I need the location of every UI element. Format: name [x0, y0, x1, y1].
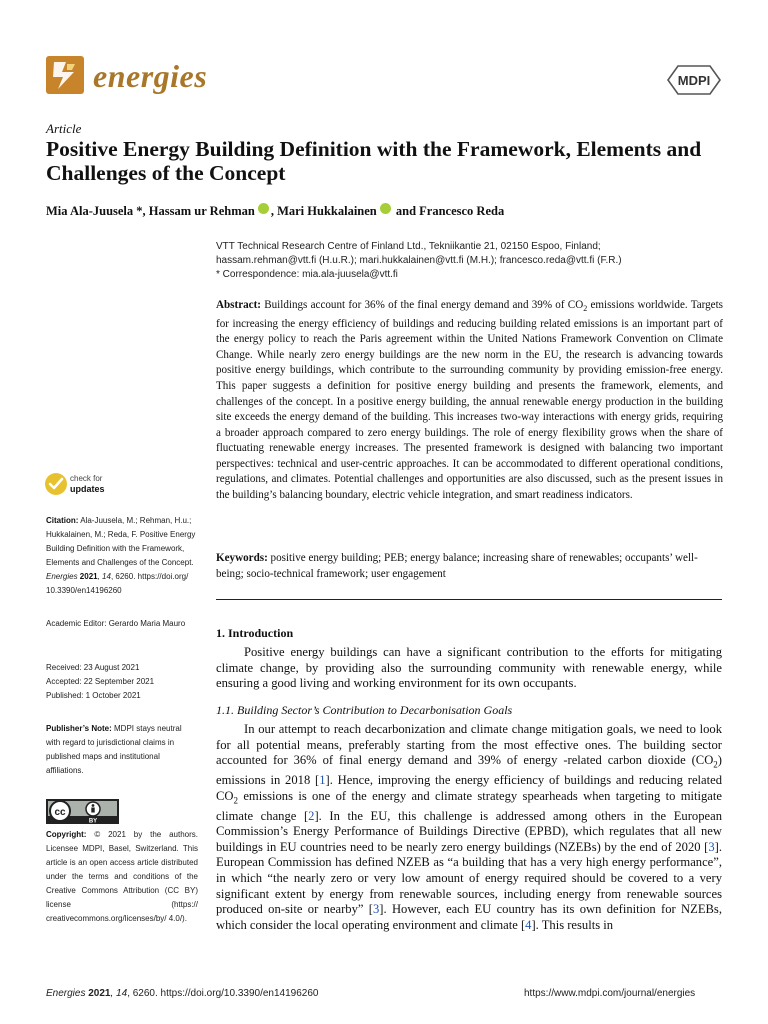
section-heading-introduction: 1. Introduction [216, 626, 294, 640]
publishers-note-label: Publisher’s Note: [46, 724, 112, 733]
footer-journal: Energies [46, 988, 86, 999]
co2-subscript: 2 [713, 759, 718, 770]
orcid-icon[interactable] [380, 203, 391, 214]
journal-logo [46, 56, 84, 94]
citation-year: 2021 [77, 572, 98, 581]
intro-paragraph-text: Positive energy buildings can have a significant contribution to the efforts for mitigating climate change, by providing also the surrounding community with renewable energy, while ensuring a good living and working environment for its own occupants. [216, 645, 722, 691]
check-for-updates-button[interactable] [45, 473, 125, 497]
footer-year: 2021 [85, 988, 111, 999]
footer-journal-url[interactable]: https://www.mdpi.com/journal/energies [524, 988, 696, 999]
keywords-label: Keywords: [216, 552, 268, 564]
para-text: emissions is one of the energy and climate strategy spearheads when targeting to mitigate climate change [ [216, 788, 722, 823]
journal-name[interactable]: energies [93, 58, 208, 94]
citation-volume: , 14 [97, 572, 111, 581]
orcid-icon[interactable] [258, 203, 269, 214]
abstract-text-2: emissions worldwide. Targets for increasing the energy efficiency of buildings and reducing building related emissions is an important part of the energy policy to reach the Paris agreement within the United Nations Framework Convention on Climate Change. While nearly zero energy buildings are the new norm in the EU, the research is advancing towards positive energy buildings, which contribute to the surrounding community by providing emission-free energy. This paper suggests a definition for positive energy building and presents the framework, elements, and challenges of the concept. In a positive energy building, the annual renewable energy production in the building site exceeds the energy demand of the building. This increases two-way interactions with energy grids, requiring a broader approach compared to zero energy buildings. The role of energy flexibility grows when the share of fluctuating renewable energy increases. The presented framework is designed with balancing two important perspectives: technical and user-centric approaches. It can be accommodated to different operational conditions, regulations, and climates. Potential challenges and opportunities are also discussed, such as the present issues in the building’s balancing boundary, electric vehicle integration, and smart readiness indicators. [216, 299, 723, 501]
check-updates-line1: check for [70, 474, 103, 483]
check-updates-line2: updates [70, 484, 105, 494]
article-type: Article [46, 121, 82, 136]
intro-paragraph [216, 645, 722, 692]
co2-subscript: 2 [233, 795, 238, 806]
date-accepted: Accepted: 22 September 2021 [46, 677, 155, 686]
author-name[interactable]: Francesco Reda [419, 204, 505, 218]
citation-journal: Energies [46, 572, 78, 581]
citation-text: Ala-Juusela, M.; Rehman, H.u.; Hukkalainen, M.; Reda, F. Positive Energy Building Definition with the Framework, Elements and Challenges of the Concept. [46, 516, 196, 567]
date-received: Received: 23 August 2021 [46, 663, 140, 672]
by-text: BY [88, 818, 98, 824]
footer-citation [46, 988, 318, 999]
affiliation-line: VTT Technical Research Centre of Finland Ltd., Tekniikantie 21, 02150 Espoo, Finland; [216, 241, 601, 252]
article-title: Positive Energy Building Definition with the Framework, Elements and Challenges of the Concept [46, 137, 702, 185]
affiliation-emails: hassam.rehman@vtt.fi (H.u.R.); mari.hukkalainen@vtt.fi (M.H.); francesco.reda@vtt.fi (F.R.) [216, 255, 622, 266]
author-separator: , [270, 204, 278, 218]
copyright-text: © 2021 by the authors. Licensee MDPI, Basel, Switzerland. This article is an open access article distributed under the terms and conditions of the Creative Commons Attribution (CC BY) license (https:// creativecommons.org/licenses/by/ 4.0/). [46, 830, 198, 923]
date-published: Published: 1 October 2021 [46, 691, 141, 700]
citation-link-2[interactable]: 2 [308, 808, 315, 823]
academic-editor: Academic Editor: Gerardo Maria Mauro [46, 619, 186, 628]
publishers-note [46, 722, 198, 778]
abstract-subscript: 2 [583, 304, 588, 314]
cc-icon-text: cc [54, 807, 66, 818]
keywords-text: positive energy building; PEB; energy balance; increasing share of renewables; occupants’ well-being; socio-technical framework; user engagement [216, 552, 698, 580]
subsection-heading: 1.1. Building Sector’s Contribution to Decarbonisation Goals [216, 703, 513, 717]
author-name[interactable]: Mari Hukkalainen [277, 204, 377, 218]
citation-link-1[interactable]: 1 [319, 773, 326, 788]
footer-doi[interactable]: , 6260. https://doi.org/10.3390/en14196260 [127, 988, 319, 999]
keywords [216, 551, 723, 582]
mdpi-logo-text: MDPI [677, 73, 711, 88]
section-divider [216, 599, 722, 600]
lightning-icon [46, 56, 84, 94]
subsection-paragraph [216, 722, 722, 933]
para-text: ]. In the EU, this challenge is addressed among others in the European Commission’s Energy Performance of Buildings Directive (EPBD), which regulates that all new buildings in EU countries need to be nearly zero energy buildings (NZEBs) by the end of 2020 [ [216, 808, 722, 854]
check-updates-icon [45, 473, 67, 495]
check-updates-label [70, 474, 105, 495]
author-separator: and [392, 204, 420, 218]
abstract [216, 298, 723, 503]
para-text: ]. This results in [531, 917, 614, 932]
citation-link-4[interactable]: 4 [525, 917, 532, 932]
date-block [46, 661, 198, 703]
abstract-label: Abstract: [216, 299, 261, 311]
author-name[interactable]: Mia Ala-Juusela * [46, 204, 143, 218]
publishers-note-text: MDPI stays neutral with regard to jurisdictional claims in published maps and institutional affiliations. [46, 724, 182, 775]
mdpi-logo[interactable] [666, 64, 722, 96]
para-text: ]. However, each EU country has its own definition for NZEBs, which consider the local operating environment and climate [ [216, 902, 722, 932]
author-list [46, 203, 504, 219]
author-separator: , [142, 204, 149, 218]
citation-link-3[interactable]: 3 [708, 839, 715, 854]
citation-doi[interactable]: , 6260. https://doi.org/ 10.3390/en14196260 [46, 572, 189, 595]
para-text: ]. Hence, improving the energy efficiency of buildings and reducing related CO [216, 773, 723, 803]
para-text: ) emissions in 2018 [ [216, 753, 722, 788]
citation-block [46, 514, 198, 598]
para-text: In our attempt to reach decarbonization and climate change mitigation goals, we need to look for all potential means, preferably starting from the most effective ones. The building sector accounted for 36% of final energy demand and 39% of energy -related carbon dioxide (CO [216, 722, 722, 768]
abstract-text-1: Buildings account for 36% of the final energy demand and 39% of CO [260, 299, 584, 311]
copyright-block [46, 828, 198, 926]
author-name[interactable]: Hassam ur Rehman [148, 204, 255, 218]
citation-label: Citation: [46, 516, 79, 525]
citation-link-3b[interactable]: 3 [372, 902, 380, 917]
footer-volume: , 14 [110, 988, 128, 999]
para-text: ]. European Commission has defined NZEB as “a building that has a very high energy performance”, in which “the nearly zero or very low amount of energy required should be covered to a very significant extent by energy from renewable sources, including energy from renewable sources produced on-site or nearby” [ [216, 839, 722, 917]
cc-by-license-badge[interactable] [46, 799, 119, 824]
correspondence-line: * Correspondence: mia.ala-juusela@vtt.fi [216, 269, 398, 280]
copyright-label: Copyright: [46, 830, 87, 839]
